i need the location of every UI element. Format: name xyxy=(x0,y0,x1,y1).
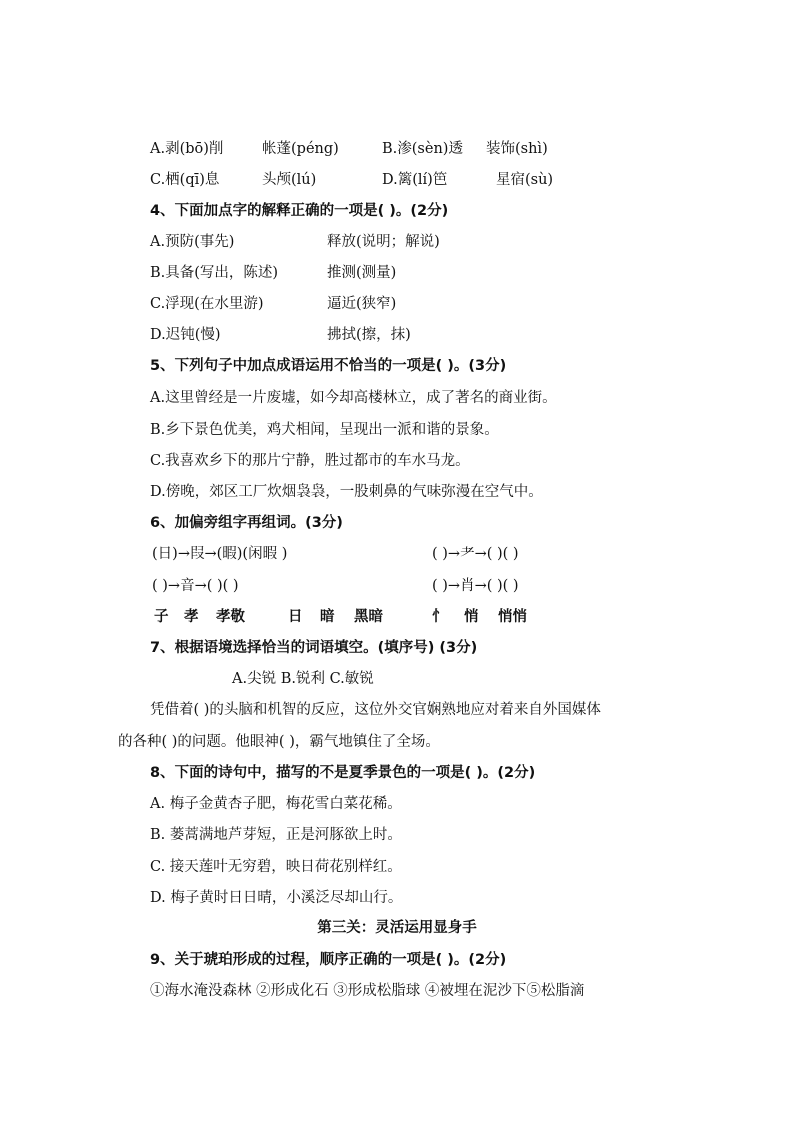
q6-answer-7: 忄 xyxy=(432,609,447,625)
q5-option-d: D.傍晚，郊区工厂炊烟袅袅，一股刺鼻的气味弥漫在空气中。 xyxy=(150,484,543,500)
q5-option-a: A.这里曾经是一片废墟，如今却高楼林立，成了著名的商业街。 xyxy=(150,390,557,406)
q8-option-c: C. 接天莲叶无穷碧，映日荷花别样红。 xyxy=(150,859,402,875)
q6-row1-left: (日)→叚→(暇)(闲暇 ) xyxy=(152,546,288,562)
q3-option-c2: 头颅(lú) xyxy=(262,172,317,188)
q6-row-1 xyxy=(152,544,519,564)
q4-option-a2: 释放(说明；解说) xyxy=(327,234,440,250)
q6-answer-9: 悄悄 xyxy=(498,609,527,625)
q6-answer-5: 暗 xyxy=(320,609,335,625)
q7-text-line1: 凭借着( )的头脑和机智的反应，这位外交官娴熟地应对着来自外国媒体 xyxy=(150,702,601,718)
q3-option-c1: C.栖(qī)息 xyxy=(150,172,220,188)
q4-option-d2: 拂拭(擦，抹) xyxy=(327,327,411,343)
q6-row2-left: ( )→音→( )( ) xyxy=(152,578,239,594)
q6-title: 6、加偏旁组字再组词。(3分) xyxy=(150,515,343,531)
q9-steps: ①海水淹没森林 ②形成化石 ③形成松脂球 ④被埋在泥沙下⑤松脂滴 xyxy=(150,983,585,999)
q7-text-line2: 的各种( )的问题。他眼神( )，霸气地镇住了全场。 xyxy=(118,734,440,750)
q3-option-b2: 装饰(shì) xyxy=(486,141,548,157)
q6-answer-1: 子 xyxy=(154,609,169,625)
q4-option-c xyxy=(150,294,397,314)
q4-option-a1: A.预防(事先) xyxy=(150,234,235,250)
q4-title: 4、下面加点字的解释正确的一项是( )。(2分) xyxy=(150,203,449,219)
q5-option-c: C.我喜欢乡下的那片宁静，胜过都市的车水马龙。 xyxy=(150,453,470,469)
q4-option-a xyxy=(150,232,440,252)
q5-title: 5、下列句子中加点成语运用不恰当的一项是( )。(3分) xyxy=(150,358,507,374)
q8-option-a: A. 梅子金黄杏子肥，梅花雪白菜花稀。 xyxy=(150,796,402,812)
q6-answer-3: 孝敬 xyxy=(216,609,245,625)
q8-option-b: B. 蒌蒿满地芦芽短，正是河豚欲上时。 xyxy=(150,827,402,843)
q5-option-b: B.乡下景色优美，鸡犬相闻，呈现出一派和谐的景象。 xyxy=(150,422,499,438)
q3-option-a1: A.剥(bō)削 xyxy=(150,141,224,157)
q7-title: 7、根据语境选择恰当的词语填空。(填序号) (3分) xyxy=(150,640,478,656)
q4-option-b xyxy=(150,263,397,283)
q3-option-d2: 星宿(sù) xyxy=(496,172,554,188)
q6-row-2 xyxy=(152,576,519,596)
q3-option-a2: 帐蓬(péng) xyxy=(262,141,339,157)
q4-option-c1: C.浮现(在水里游) xyxy=(150,296,264,312)
section-heading: 第三关：灵活运用显身手 xyxy=(317,920,477,936)
q6-answer-6: 黑暗 xyxy=(354,609,383,625)
q6-answer-8: 悄 xyxy=(464,609,479,625)
q9-title: 9、关于琥珀形成的过程，顺序正确的一项是( )。(2分) xyxy=(150,952,507,968)
q6-row2-right: ( )→肖→( )( ) xyxy=(432,578,519,594)
q3-option-row-cd xyxy=(150,170,554,190)
q7-choices: A.尖锐 B.锐利 C.敏锐 xyxy=(232,671,374,687)
q4-option-d1: D.迟钝(慢) xyxy=(150,327,221,343)
q3-option-d1: D.篱(lí)笆 xyxy=(382,172,448,188)
q3-option-row-ab xyxy=(150,139,548,159)
q6-answer-4: 日 xyxy=(288,609,303,625)
q4-option-d xyxy=(150,325,411,345)
q4-option-c2: 逼近(狭窄) xyxy=(327,296,397,312)
q3-option-b1: B.渗(sèn)透 xyxy=(382,141,463,157)
q6-answer-2: 孝 xyxy=(184,609,199,625)
q4-option-b2: 推测(测量) xyxy=(327,265,397,281)
q4-option-b1: B.具备(写出，陈述) xyxy=(150,265,279,281)
q8-option-d: D. 梅子黄时日日晴，小溪泛尽却山行。 xyxy=(150,890,403,906)
q6-row1-right: ( )→耂→( )( ) xyxy=(432,546,519,562)
q8-title: 8、下面的诗句中，描写的不是夏季景色的一项是( )。(2分) xyxy=(150,765,536,781)
